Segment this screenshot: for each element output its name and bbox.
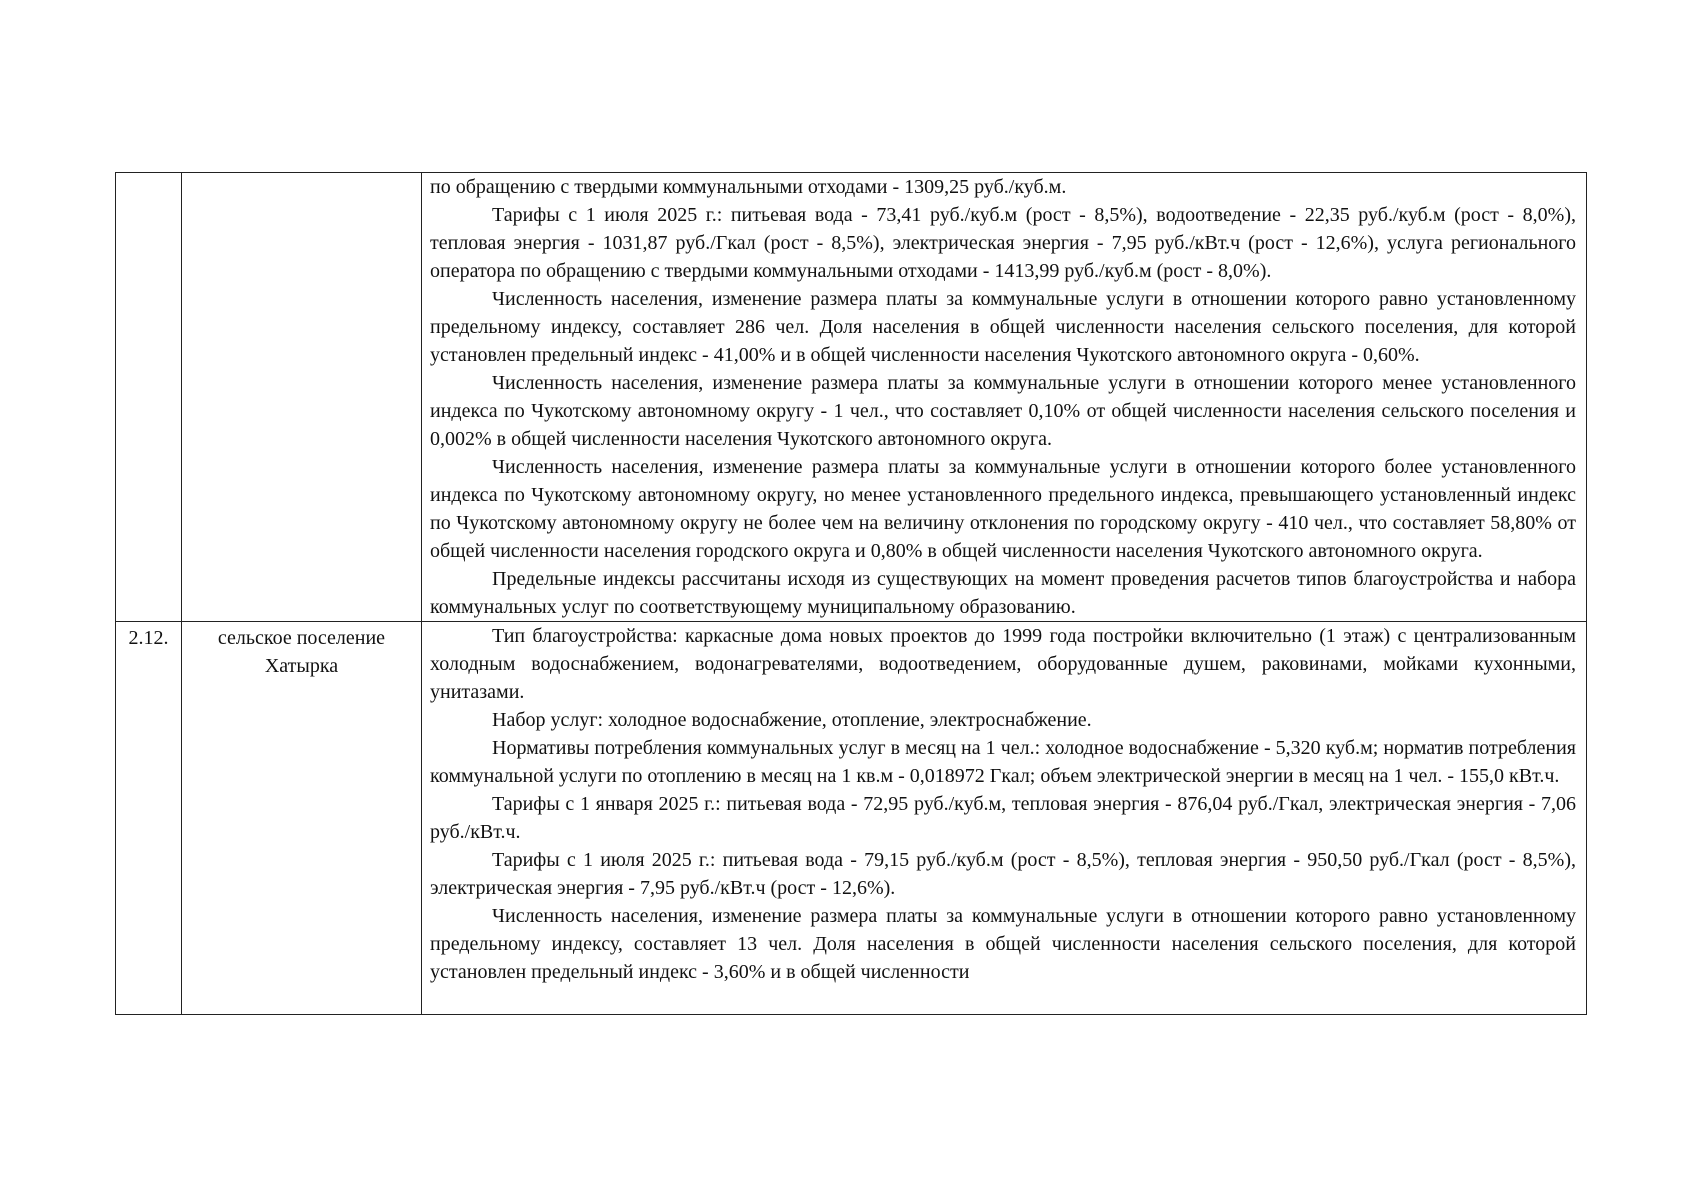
- paragraph: Набор услуг: холодное водоснабжение, отопление, электроснабжение.: [492, 709, 1092, 731]
- paragraph: Численность населения, изменение размера платы за коммунальные услуги в отношении которого равно установленному предельному индексу, составляет 286 чел. Доля населения в общей численности населения сельского поселения, для которой установлен предельный индекс - 41,00% и в общей численности населения Чукотского автономного округа - 0,60%.: [430, 288, 1576, 366]
- table-row: [116, 622, 1587, 1015]
- settlement-name: [182, 173, 422, 622]
- paragraph: Численность населения, изменение размера платы за коммунальные услуги в отношении которого равно установленному предельному индексу, составляет 13 чел. Доля населения в общей численности населения сельского поселения, для которой установлен предельный индекс - 3,60% и в общей численности: [430, 905, 1576, 983]
- settlement-name-line: Хатырка: [264, 655, 339, 677]
- paragraph: Предельные индексы рассчитаны исходя из существующих на момент проведения расчетов типов благоустройства и набора коммунальных услуг по соответствующему муниципальному образованию.: [430, 568, 1576, 618]
- paragraph: Нормативы потребления коммунальных услуг в месяц на 1 чел.: холодное водоснабжение - 5,320 куб.м; норматив потребления коммунальной услуги по отоплению в месяц на 1 кв.м - 0,018972 Гкал; объем электрической энергии в месяц на 1 чел. - 155,0 кВт.ч.: [430, 737, 1576, 787]
- paragraph: Тип благоустройства: каркасные дома новых проектов до 1999 года постройки включительно (1 этаж) с централизованным холодным водоснабжением, водонагревателями, водоотведением, оборудованные душем, раковинами, мойками кухонными, унитазами.: [430, 625, 1576, 703]
- tariff-table: [115, 172, 1587, 1015]
- paragraph: по обращению с твердыми коммунальными отходами - 1309,25 руб./куб.м.: [430, 176, 1067, 198]
- paragraph: Численность населения, изменение размера платы за коммунальные услуги в отношении которого менее установленного индекса по Чукотскому автономному округу - 1 чел., что составляет 0,10% от общей численности населения сельского поселения и 0,002% в общей численности населения Чукотского автономного округа.: [430, 372, 1576, 450]
- paragraph: Тарифы с 1 июля 2025 г.: питьевая вода - 79,15 руб./куб.м (рост - 8,5%), тепловая энергия - 950,50 руб./Гкал (рост - 8,5%), электрическая энергия - 7,95 руб./кВт.ч (рост - 12,6%).: [430, 849, 1576, 899]
- row-number: [116, 173, 182, 622]
- table-row: [116, 173, 1587, 622]
- description-cell: [422, 622, 1587, 1015]
- settlement-name-line: сельское поселение: [217, 627, 386, 649]
- description-cell: [422, 173, 1587, 622]
- row-number: 2.12.: [116, 622, 182, 1015]
- settlement-name: [182, 622, 422, 1015]
- paragraph: Численность населения, изменение размера платы за коммунальные услуги в отношении которого более установленного индекса по Чукотскому автономному округу, но менее установленного предельного индекса, превышающего установленный индекс по Чукотскому автономному округу не более чем на величину отклонения по городскому округу - 410 чел., что составляет 58,80% от общей численности населения городского округа и 0,80% в общей численности населения Чукотского автономного округа.: [430, 456, 1576, 562]
- paragraph: Тарифы с 1 января 2025 г.: питьевая вода - 72,95 руб./куб.м, тепловая энергия - 876,04 руб./Гкал, электрическая энергия - 7,06 руб./кВт.ч.: [430, 793, 1576, 843]
- paragraph: Тарифы с 1 июля 2025 г.: питьевая вода - 73,41 руб./куб.м (рост - 8,5%), водоотведение - 22,35 руб./куб.м (рост - 8,0%), тепловая энергия - 1031,87 руб./Гкал (рост - 8,5%), электрическая энергия - 7,95 руб./кВт.ч (рост - 12,6%), услуга регионального оператора по обращению с твердыми коммунальными отходами - 1413,99 руб./куб.м (рост - 8,0%).: [430, 204, 1576, 282]
